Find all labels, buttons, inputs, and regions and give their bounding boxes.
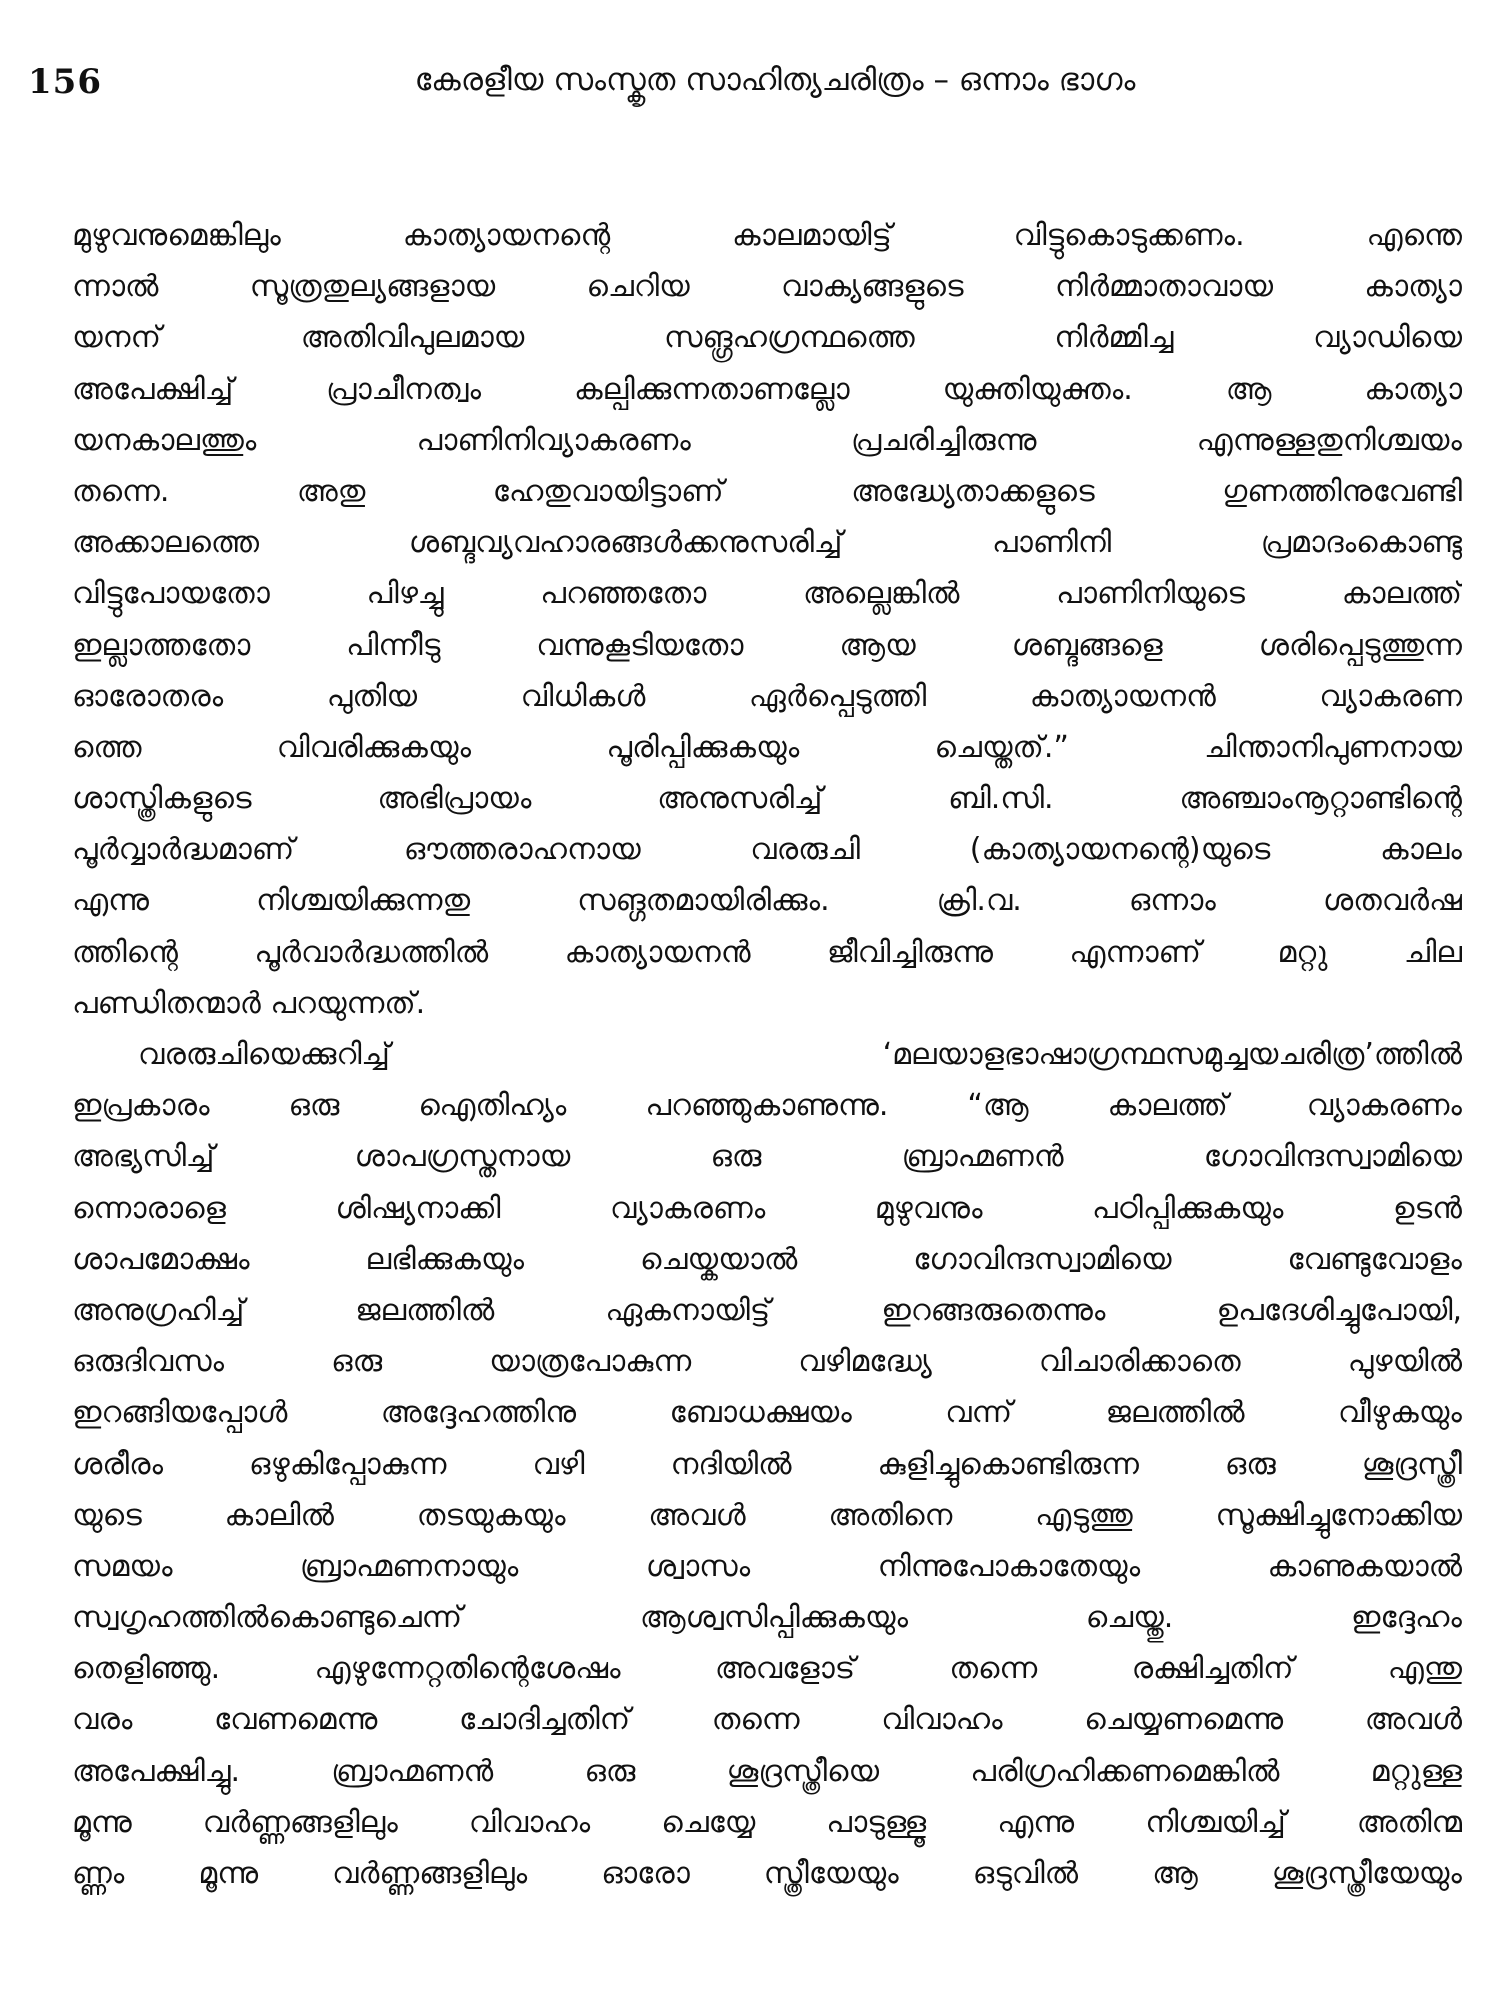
text-line: ഇറങ്ങിയപ്പോൾ അദ്ദേഹത്തിനു ബോധക്ഷയം വന്ന് ജലത്തിൽ വീഴുകയും	[72, 1395, 1462, 1431]
text-line: വരരുചിയെക്കുറിച്ച് ‘മലയാളഭാഷാഗ്രന്ഥസമുച്ചയചരിത്ര’ത്തിൽ	[138, 1037, 1462, 1072]
text-line: അഭ്യസിച്ച് ശാപഗ്രസ്തനായ ഒരു ബ്രാഹ്മണൻ ഗോവിന്ദസ്വാമിയെ	[72, 1139, 1462, 1175]
text-line: ഒരുദിവസം ഒരു യാത്രപോകുന്ന വഴിമദ്ധ്യേ വിചാരിക്കാതെ പുഴയിൽ	[72, 1344, 1462, 1380]
text-line: സ്വഗൃഹത്തിൽകൊണ്ടുചെന്ന് ആശ്വസിപ്പിക്കുകയും ചെയ്തു. ഇദ്ദേഹം	[72, 1600, 1462, 1636]
text-line: പൂർവ്വാർദ്ധമാണ് ഔത്തരാഹനായ വരരുചി (കാത്യായനന്റെ)യുടെ കാലം	[72, 832, 1462, 868]
text-line: ശാപമോക്ഷം ലഭിക്കുകയും ചെയ്കയാൽ ഗോവിന്ദസ്വാമിയെ വേണ്ടുവോളം	[72, 1241, 1462, 1277]
text-line: എന്നു നിശ്ചയിക്കുന്നതു സങ്ഗതമായിരിക്കും. ക്രി.വ. ഒന്നാം ശതവർഷ	[72, 883, 1462, 919]
text-line: വരം വേണമെന്നു ചോദിച്ചതിന് തന്നെ വിവാഹം ചെയ്യണമെന്നു അവൾ	[72, 1702, 1462, 1738]
text-line: വിട്ടുപോയതോ പിഴച്ചു പറഞ്ഞതോ അല്ലെങ്കിൽ പാണിനിയുടെ കാലത്ത്	[72, 576, 1462, 612]
text-line: അക്കാലത്തെ ശബ്ദവ്യവഹാരങ്ങൾക്കനുസരിച്ച് പാണിനി പ്രമാദംകൊണ്ടു	[72, 525, 1462, 561]
text-line: തന്നെ. അതു ഹേതുവായിട്ടാണ് അദ്ധ്യേതാക്കളുടെ ഗുണത്തിനുവേണ്ടി	[72, 473, 1462, 509]
text-line: ഇല്ലാത്തതോ പിന്നീടു വന്നുകൂടിയതോ ആയ ശബ്ദങ്ങളെ ശരിപ്പെടുത്തുന്ന	[72, 627, 1462, 663]
text-line: ത്തെ വിവരിക്കുകയും പൂരിപ്പിക്കുകയും ചെയ്തത്.” ചിന്താനിപുണനായ	[72, 729, 1462, 765]
text-line: അനുഗ്രഹിച്ച് ജലത്തിൽ ഏകനായിട്ട് ഇറങ്ങരുതെന്നും ഉപദേശിച്ചുപോയി,	[72, 1292, 1462, 1328]
text-line: സമയം ബ്രാഹ്മണനായും ശ്വാസം നിന്നുപോകാതേയും കാണുകയാൽ	[72, 1548, 1462, 1584]
text-line: യനകാലത്തും പാണിനിവ്യാകരണം പ്രചരിച്ചിരുന്നു എന്നുള്ളതുനിശ്ചയം	[72, 422, 1462, 458]
paragraph-1	[72, 210, 1462, 1029]
text-line: മുഴുവനുമെങ്കിലും കാത്യായനന്റെ കാലമായിട്ട് വിട്ടുകൊടുക്കണം. എന്തെ	[72, 218, 1462, 253]
text-line: തെളിഞ്ഞു. എഴുന്നേറ്റതിന്റെശേഷം അവളോട് തന്നെ രക്ഷിച്ചതിന് എന്തു	[72, 1651, 1462, 1687]
text-line: ത്തിന്റെ പൂർവാർദ്ധത്തിൽ കാത്യായനൻ ജീവിച്ചിരുന്നു എന്നാണ് മറ്റു ചില	[72, 934, 1462, 970]
text-line: ഇപ്രകാരം ഒരു ഐതിഹ്യം പറഞ്ഞുകാണുന്നു. “ആ കാലത്ത് വ്യാകരണം	[72, 1088, 1462, 1124]
running-title: കേരളീയ സംസ്കൃത സാഹിത്യചരിത്രം – ഒന്നാം ഭാഗം	[414, 62, 1136, 98]
text-line: യുടെ കാലിൽ തടയുകയും അവൾ അതിനെ എടുത്തു സൂക്ഷിച്ചുനോക്കിയ	[72, 1497, 1462, 1533]
text-line: മൂന്നു വർണ്ണങ്ങളിലും വിവാഹം ചെയ്യേ പാടുള്ളൂ എന്നു നിശ്ചയിച്ച് അതിന്മ	[72, 1804, 1462, 1840]
text-line: ണ്ണം മൂന്നു വർണ്ണങ്ങളിലും ഓരോ സ്ത്രീയേയും ഒടുവിൽ ആ ശൂദ്രസ്ത്രീയേയും	[72, 1856, 1462, 1891]
page-number: 156	[28, 62, 102, 102]
text-line: ശാസ്ത്രികളുടെ അഭിപ്രായം അനുസരിച്ച് ബി.സി. അഞ്ചാംനൂറ്റാണ്ടിന്റെ	[72, 781, 1462, 817]
text-line: ശരീരം ഒഴുകിപ്പോകുന്ന വഴി നദിയിൽ കുളിച്ചുകൊണ്ടിരുന്ന ഒരു ശൂദ്രസ്ത്രീ	[72, 1446, 1462, 1482]
text-line: അപേക്ഷിച്ചു. ബ്രാഹ്മണൻ ഒരു ശൂദ്രസ്ത്രീയെ പരിഗ്രഹിക്കണമെങ്കിൽ മറ്റുള്ള	[72, 1753, 1462, 1789]
paragraph-2	[72, 1029, 1462, 1899]
text-line: പണ്ഡിതന്മാർ പറയുന്നത്.	[72, 985, 426, 1021]
text-line: അപേക്ഷിച്ച് പ്രാചീനത്വം കല്പിക്കുന്നതാണല്ലോ യുക്തിയുക്തം. ആ കാത്യാ	[72, 371, 1462, 407]
text-line: ഓരോതരം പുതിയ വിധികൾ ഏർപ്പെടുത്തി കാത്യായനൻ വ്യാകരണ	[72, 678, 1462, 714]
body-text	[72, 210, 1462, 1899]
text-line: യനന് അതിവിപുലമായ സങ്ഗ്രഹഗ്രന്ഥത്തെ നിർമ്മിച്ച വ്യാഡിയെ	[72, 320, 1462, 356]
text-line: ന്നാൽ സൂത്രതുല്യങ്ങളായ ചെറിയ വാക്യങ്ങളുടെ നിർമ്മാതാവായ കാത്യാ	[72, 269, 1462, 305]
text-line: ന്നൊരാളെ ശിഷ്യനാക്കി വ്യാകരണം മുഴുവനും പഠിപ്പിക്കുകയും ഉടൻ	[72, 1190, 1462, 1226]
